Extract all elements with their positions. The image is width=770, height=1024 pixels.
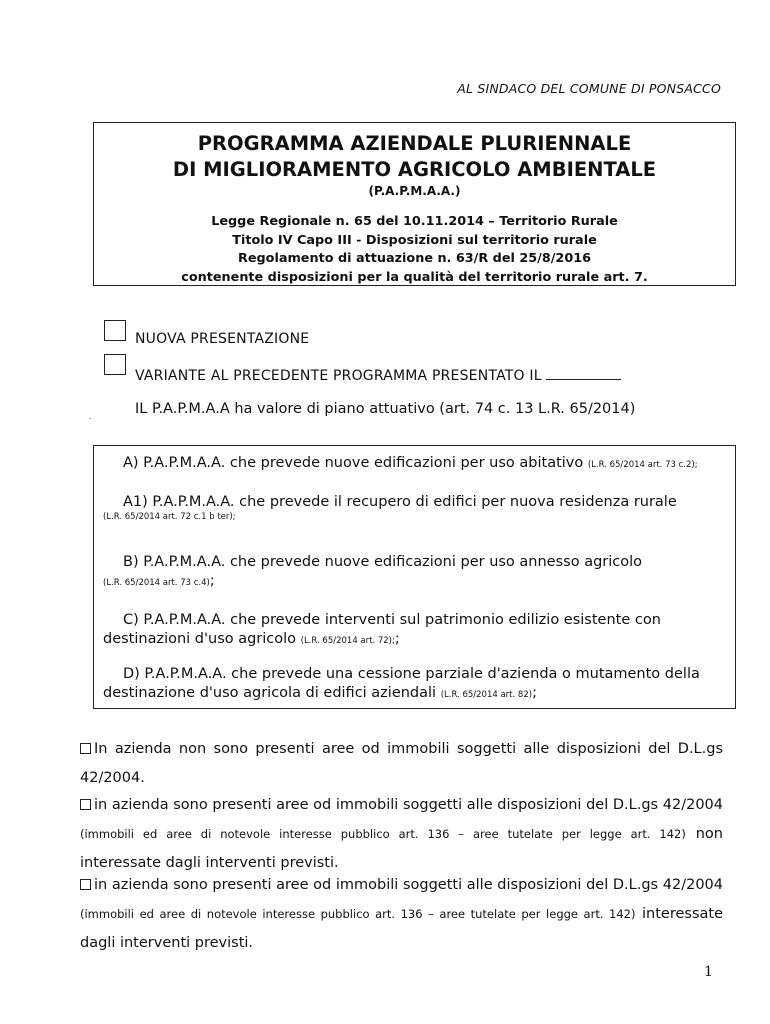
type-d-ref: (L.R. 65/2014 art. 82) (440, 690, 533, 700)
title-line-1: PROGRAMMA AZIENDALE PLURIENNALE (197, 132, 632, 155)
law-line-4: contenente disposizioni per la qualità del territorio rurale art. 7. (181, 270, 648, 285)
declaration-3-checkbox[interactable] (80, 879, 91, 890)
type-a1-ref: (L.R. 65/2014 art. 72 c.1 b ter); (103, 512, 236, 522)
type-a-ref: (L.R. 65/2014 art. 73 c.2); (587, 460, 698, 470)
new-presentation-checkbox[interactable] (104, 320, 126, 341)
type-b-ref: (L.R. 65/2014 art. 73 c.4) (103, 578, 210, 588)
declaration-3[interactable]: in azienda sono presenti aree od immobili soggetti alle disposizioni del D.L.gs 42/2004 (immobili ed aree di notevole interesse pubblico art. 136 – aree tutelate per legge art. 142) interessate dagli interventi previsti. (80, 877, 723, 951)
declaration-1[interactable]: In azienda non sono presenti aree od immobili soggetti alle disposizioni del D.L.gs 42/2004. (80, 741, 723, 786)
declaration-2-checkbox[interactable] (80, 799, 91, 810)
type-c-ref: (L.R. 65/2014 art. 72); (300, 636, 395, 646)
variant-label: VARIANTE AL PRECEDENTE PROGRAMMA PRESENTATO IL (135, 368, 542, 384)
title-acronym: (P.A.P.M.A.A.) (368, 184, 461, 198)
page-number: 1 (704, 964, 713, 980)
law-line-2: Titolo IV Capo III - Disposizioni sul territorio rurale (232, 233, 597, 248)
bullet-dot: . (89, 412, 92, 421)
new-presentation-label: NUOVA PRESENTAZIONE (135, 331, 310, 347)
variant-label-row (135, 367, 621, 384)
type-d[interactable]: D) P.A.P.M.A.A. che prevede una cessione parziale d'azienda o mutamento della destinazione d'uso agricola di edifici aziendali (L.R. 65/2014 art. 82); (103, 666, 700, 701)
declaration-1-checkbox[interactable] (80, 743, 91, 754)
plan-types-box (93, 445, 736, 709)
type-a1[interactable]: A1) P.A.P.M.A.A. che prevede il recupero di edifici per nuova residenza rurale (L.R. 65/2014 art. 72 c.1 b ter); (103, 493, 725, 523)
title-box (93, 122, 736, 286)
addressee: AL SINDACO DEL COMUNE DI PONSACCO (457, 81, 721, 96)
plan-note: IL P.A.P.M.A.A ha valore di piano attuativo (art. 74 c. 13 L.R. 65/2014) (135, 401, 636, 417)
type-c[interactable]: C) P.A.P.M.A.A. che prevede interventi sul patrimonio edilizio esistente con destinazioni d'uso agricolo (L.R. 65/2014 art. 72);; (103, 612, 661, 647)
type-a[interactable]: A) P.A.P.M.A.A. che prevede nuove edificazioni per uso abitativo (L.R. 65/2014 art. 73 c.2); (123, 455, 698, 471)
law-line-3: Regolamento di attuazione n. 63/R del 25/8/2016 (237, 251, 592, 266)
variant-date-field[interactable] (546, 367, 621, 380)
title-line-2: DI MIGLIORAMENTO AGRICOLO AMBIENTALE (172, 158, 657, 181)
type-b[interactable]: B) P.A.P.M.A.A. che prevede nuove edificazioni per uso annesso agricolo (L.R. 65/2014 art. 73 c.4); (103, 554, 643, 589)
declaration-2[interactable]: in azienda sono presenti aree od immobili soggetti alle disposizioni del D.L.gs 42/2004 (immobili ed aree di notevole interesse pubblico art. 136 – aree tutelate per legge art. 142) non interessate dagli interventi previsti. (80, 797, 723, 871)
variant-checkbox[interactable] (104, 354, 126, 375)
law-line-1: Legge Regionale n. 65 del 10.11.2014 – Territorio Rurale (211, 214, 618, 229)
